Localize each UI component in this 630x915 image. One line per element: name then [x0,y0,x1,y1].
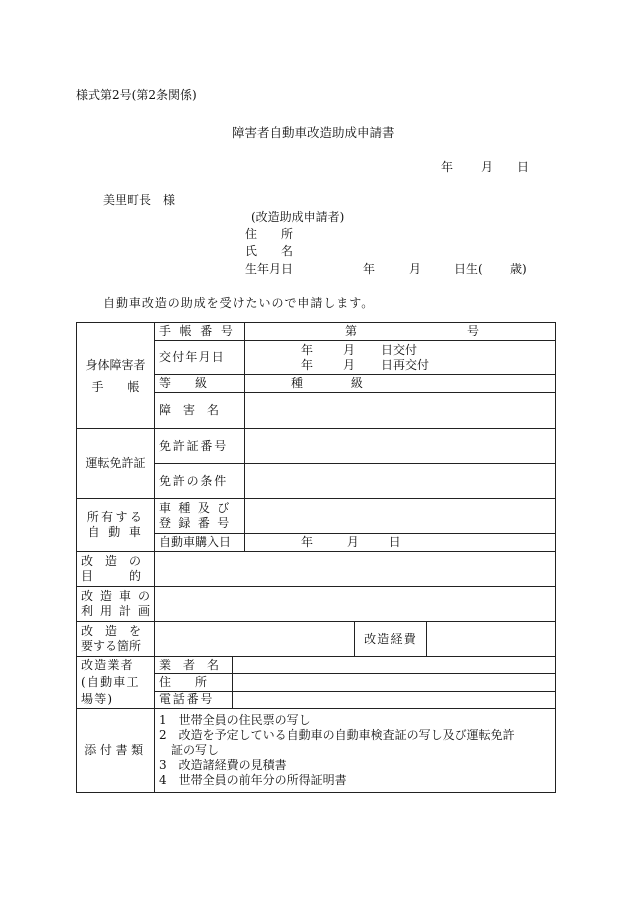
license-label: 運転免許証 [77,429,155,499]
date-month: 月 [481,160,494,174]
applicant-heading: (改造助成申請者) [251,210,345,224]
car-purchase-label: 自動車購入日 [155,534,245,552]
reissue-year: 年 [301,357,314,372]
usage-plan-label-2: 利用計画 [81,604,150,618]
issue-suffix: 日交付 [381,342,418,357]
owned-car-label-1: 所有する [86,510,145,524]
row-contractor-name [77,657,556,674]
applicant-birth-year: 年 [363,262,376,276]
car-type-label-2: 登 録 番 号 [159,516,232,530]
applicant-birth-label: 生年月日 [245,262,294,276]
application-table [76,322,556,793]
car-type-label [155,499,245,534]
contractor-name-cell[interactable] [233,657,556,674]
grade-suffix: 級 [350,376,363,390]
attachment-item: 1 世帯全員の住民票の写し [159,713,311,727]
disability-name-label: 障 害 名 [155,393,245,429]
grade-type-label: 種 [291,376,304,390]
purpose-label-2: 目 的 [81,569,142,583]
applicant-address-label: 住 所 [245,227,294,241]
car-purchase-year: 年 [301,535,314,549]
date-day: 日 [517,160,530,174]
disability-name-cell[interactable] [245,393,556,429]
issue-date-label: 交付年月日 [155,341,245,375]
book-number-label: 手 帳 番 号 [155,323,245,341]
parts-cell[interactable] [155,622,355,657]
parts-label [77,622,155,657]
statement: 自動車改造の助成を受けたいので申請します。 [103,296,375,310]
issue-year: 年 [301,342,314,357]
attachments-list [155,709,556,793]
usage-plan-cell[interactable] [155,587,556,622]
contractor-label-1: 改造業者 [81,658,134,672]
row-usage-plan [77,587,556,622]
license-number-cell[interactable] [245,429,556,464]
attachment-item: 2 改造を予定している自動車の自動車検査証の写し及び運転免許 [159,728,515,742]
issue-date-line [301,343,551,358]
license-number-label: 免許証番号 [155,429,245,464]
row-purpose [77,552,556,587]
reissue-date-line [301,358,551,373]
contractor-phone-label: 電話番号 [155,691,233,708]
cost-label: 改造経費 [355,622,427,657]
row-license-number [77,429,556,464]
contractor-label-3: 場等) [81,692,114,706]
usage-plan-label-1: 改造車の [81,589,150,603]
row-parts [77,622,556,657]
car-purchase-day: 日 [388,535,401,549]
contractor-phone-cell[interactable] [233,691,556,708]
applicant-name-label: 氏 名 [245,244,294,258]
grade-label: 等 級 [155,375,245,393]
applicant-birth-month: 月 [409,262,422,276]
contractor-address-cell[interactable] [233,674,556,691]
date-year: 年 [441,160,454,174]
attachment-item: 4 世帯全員の前年分の所得証明書 [159,773,347,787]
reissue-month: 月 [343,357,356,372]
applicant-birth-day: 日生( [454,262,483,276]
car-type-label-1: 車 種 及 び [159,501,232,515]
book-number-prefix: 第 [345,324,358,338]
contractor-address-label: 住 所 [155,674,233,691]
contractor-name-label: 業 者 名 [155,657,233,674]
issue-date-cell[interactable] [245,341,556,375]
row-attachments [77,709,556,793]
purpose-label [77,552,155,587]
row-book-number [77,323,556,341]
owned-car-label-2: 自 動 車 [87,525,144,539]
usage-plan-label [77,587,155,622]
purpose-cell[interactable] [155,552,556,587]
car-type-cell[interactable] [245,499,556,534]
applicant-birth-age: 歳) [510,262,527,276]
grade-cell[interactable] [245,375,556,393]
car-purchase-cell[interactable] [245,534,556,552]
form-number: 様式第2号(第2条関係) [76,88,197,102]
book-number-suffix: 号 [467,324,480,338]
document-title: 障害者自動車改造助成申請書 [232,125,395,140]
attachment-item: 3 改造諸経費の見積書 [159,758,287,772]
issue-month: 月 [343,342,356,357]
disability-book-label [77,323,155,429]
license-conditions-cell[interactable] [245,464,556,499]
purpose-label-1: 改 造 の [81,554,142,568]
addressee: 美里町長 様 [103,193,176,207]
car-purchase-month: 月 [346,535,359,549]
attachments-label: 添付書類 [77,709,155,793]
row-car-type [77,499,556,534]
owned-car-label [77,499,155,552]
license-conditions-label: 免許の条件 [155,464,245,499]
parts-label-2: 要する箇所 [81,639,142,653]
cost-cell[interactable] [427,622,556,657]
contractor-label [77,657,155,709]
book-number-cell[interactable] [245,323,556,341]
reissue-suffix: 日再交付 [381,357,430,372]
parts-label-1: 改 造 を [81,624,142,638]
attachment-item: 証の写し [159,743,220,757]
contractor-label-2: (自動車工 [81,675,140,689]
disability-book-label-2: 手 帳 [91,379,140,394]
disability-book-label-1: 身体障害者 [85,357,146,372]
